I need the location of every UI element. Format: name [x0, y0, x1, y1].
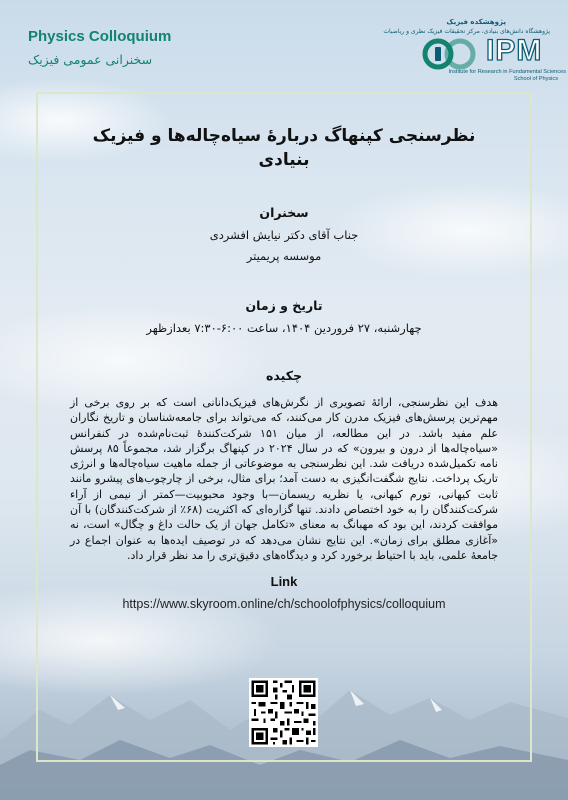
- ipm-logo-icon: [422, 38, 476, 70]
- event-content: [70, 118, 498, 613]
- qr-code-icon[interactable]: [249, 678, 318, 747]
- datetime-heading: تاریخ و زمان: [245, 298, 323, 313]
- logo-fa-line1: پژوهشکده فیزیک: [446, 18, 506, 26]
- ipm-logo: [383, 14, 566, 82]
- abstract-text: هدف این نظرسنجی، ارائهٔ تصویری از نگرش‌های فیزیک‌دانانی است که بر روی برخی از مهم‌ترین پرسش‌های فیزیک مدرن کار می‌کنند، که می‌تواند برای جامعه‌شناسان و تاریخ نگاران علم مفید باشد. در این مطالعه، از میان ۱۵۱ شرکت‌کنندهٔ ثبت‌نام‌شده در کنفرانس «سیاه‌چاله‌ها از درون و بیرون» که در سال ۲۰۲۴ در کپنهاگ برگزار شد، مجموعاً ۸۵ پرسش نامه تکمیل‌شده دریافت شد. این نظرسنجی به موضوعاتی از جمله ماهیت سیاه‌چاله‌ها و انرژی تاریک پرداخت. نتایج شگفت‌انگیزی به دست آمد؛ برای مثال، برخی از چارچوب‌های پیشرو مانند ثابت کیهانی، تورم کیهانی، یا نظریه ریسمان—با وجود محبوبیت—کمتر از نیمی از آراء شرکت‌کنندگان را به خود اختصاص دادند. تنها گزاره‌ای که اکثریت (۶۸٪ از شرکت‌کنندگان) با آن موافقت کردند، این بود که مهبانگ به معنای «تکامل جهان از یک حالت داغ و چگال» است، نه «آغازی مطلق برای زمان». این نتایج نشان می‌دهد که در توصیف ایده‌ها به عنوان اجماع در جامعهٔ علمی، باید با احتیاط برخورد کرد و دیدگاه‌های دقیق‌تری را مد نظر قرار داد.: [70, 396, 498, 562]
- speaker-affiliation: موسسه پریمیتر: [246, 249, 322, 263]
- header-title-fa: سخنرانی عمومی فیزیک: [28, 52, 153, 67]
- logo-institute-name: Institute for Research in Fundamental Sciences: [448, 69, 566, 75]
- abstract-heading: چکیده: [266, 368, 302, 383]
- link-heading: Link: [270, 574, 298, 590]
- header-title-en: Physics Colloquium: [28, 28, 172, 45]
- speaker-name: جناب آقای دکتر نیایش افشردی: [209, 228, 359, 242]
- logo-acronym: IPM: [486, 34, 543, 67]
- colloquium-link[interactable]: https://www.skyroom.online/ch/schoolofphysics/colloquium: [122, 597, 446, 612]
- event-datetime: چهارشنبه، ۲۷ فروردین ۱۴۰۴، ساعت ۶:۰۰-۷:۳۰ بعدازظهر: [146, 321, 422, 335]
- logo-fa-line2: پژوهشگاه دانش‌های بنیادی، مرکز تحقیقات فیزیک نظری و ریاضیات: [383, 28, 550, 35]
- speaker-heading: سخنران: [259, 205, 309, 220]
- logo-school-name: School of Physics: [513, 76, 558, 82]
- event-title: نظرسنجی کپنهاگ دربارهٔ سیاه‌چاله‌ها و فیزیک بنیادی: [92, 126, 476, 170]
